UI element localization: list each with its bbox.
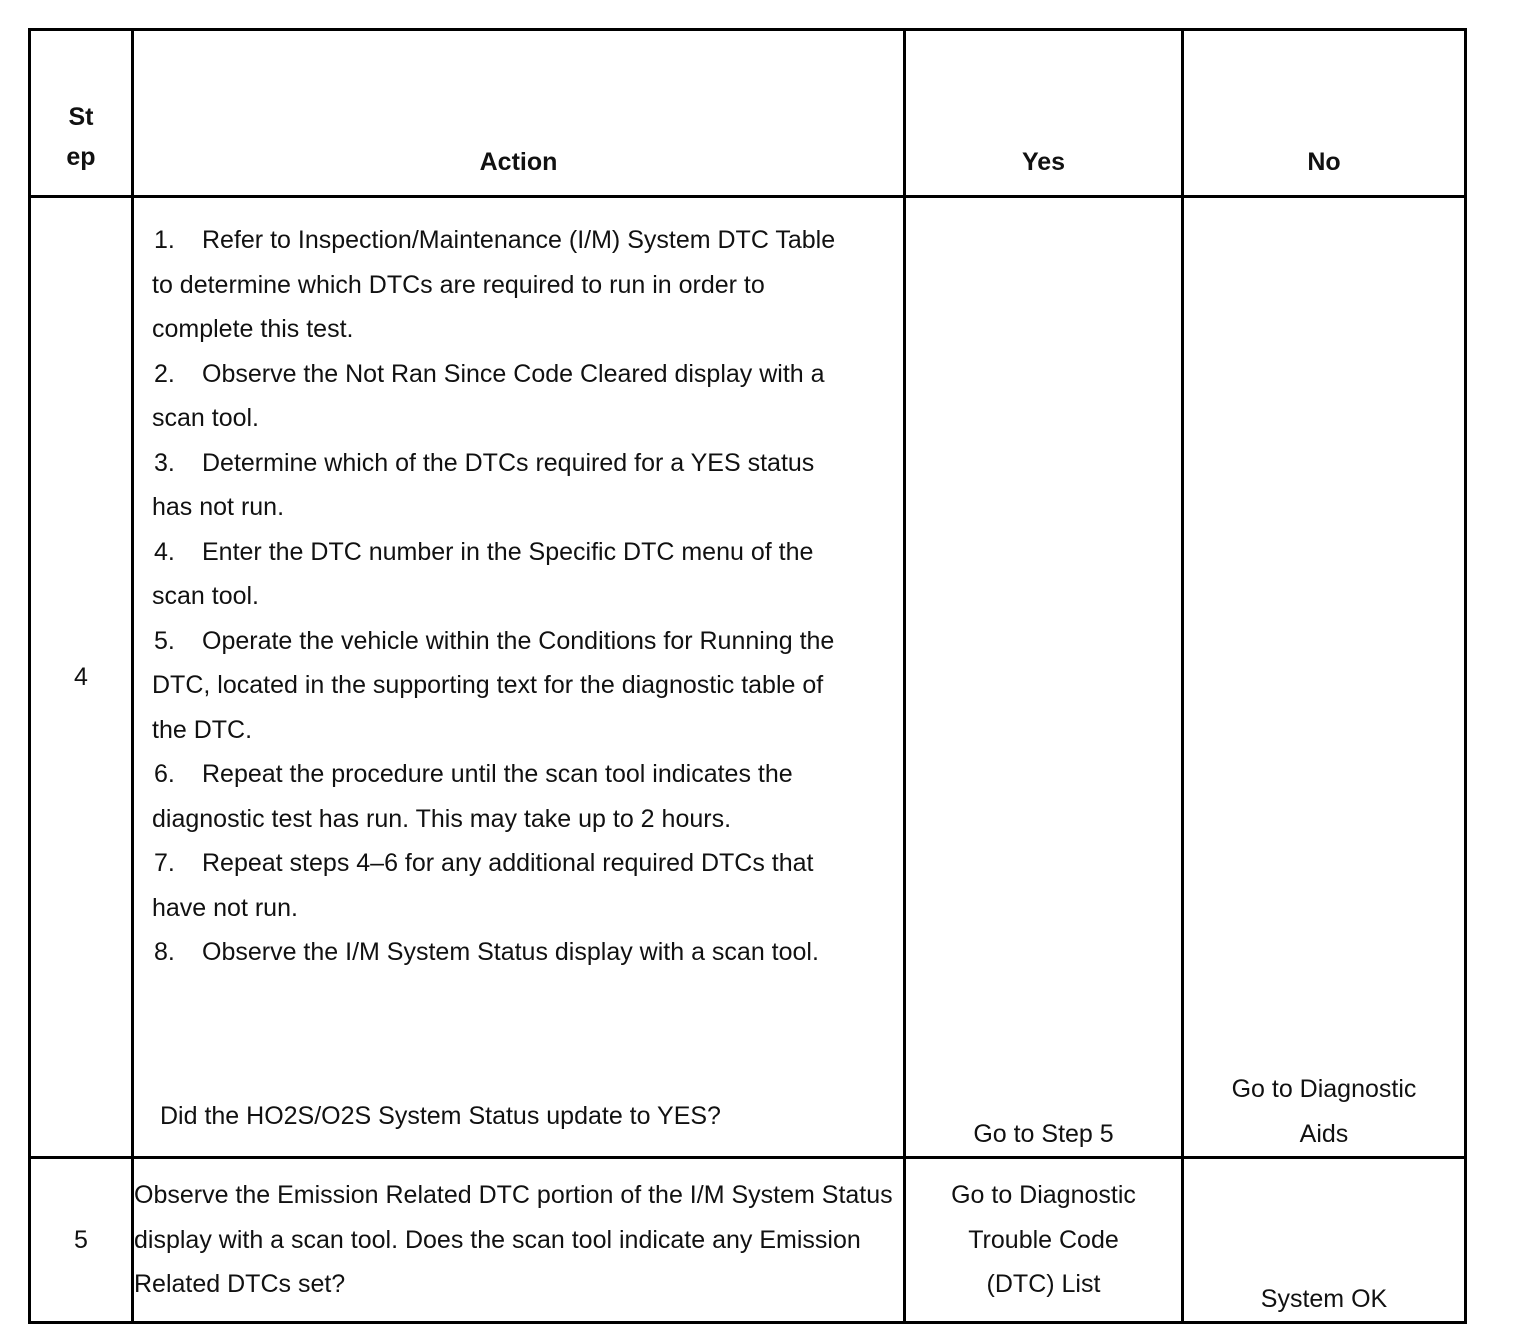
action-list <box>134 198 903 975</box>
list-item-number: 6. <box>154 760 175 788</box>
list-item <box>152 841 843 930</box>
list-item <box>152 352 843 441</box>
step-number: 4 <box>30 197 133 1158</box>
header-step <box>30 30 133 197</box>
yes-cell: Go to Step 5 <box>905 197 1183 1158</box>
header-action: Action <box>133 30 905 197</box>
yes-cell-line1: Go to Diagnostic <box>951 1181 1136 1210</box>
no-cell-line2: Aids <box>1299 1119 1349 1148</box>
list-item-number: 8. <box>154 938 175 966</box>
list-item-text: Observe the Not Ran Since Code Cleared display with a scan tool. <box>152 359 825 432</box>
table-row-step-5 <box>30 1158 1466 1323</box>
list-item-text: Refer to Inspection/Maintenance (I/M) System DTC Table to determine which DTCs are required to run in order to complete this test. <box>152 226 836 343</box>
list-item <box>152 752 843 841</box>
action-cell <box>133 197 905 1158</box>
list-item <box>152 441 843 530</box>
list-item-text: Determine which of the DTCs required for a YES status has not run. <box>152 448 815 521</box>
header-step-line2: ep <box>66 143 96 171</box>
step-number: 5 <box>30 1158 133 1323</box>
no-cell: System OK <box>1183 1158 1466 1323</box>
list-item <box>152 619 843 753</box>
header-yes: Yes <box>905 30 1183 197</box>
yes-cell-line2: Trouble Code <box>968 1225 1119 1254</box>
list-item-number: 2. <box>154 359 175 388</box>
list-item-number: 5. <box>154 626 175 655</box>
list-item-number: 1. <box>154 226 175 254</box>
table-row-step-4 <box>30 197 1466 1158</box>
list-item <box>152 530 843 619</box>
list-item <box>152 218 843 352</box>
header-step-line1: St <box>68 103 94 131</box>
no-cell-line1: Go to Diagnostic <box>1231 1075 1417 1103</box>
header-row <box>30 30 1466 197</box>
yes-cell-line3: (DTC) List <box>986 1270 1101 1299</box>
list-item <box>152 930 843 975</box>
list-item-text: Observe the I/M System Status display with a scan tool. <box>202 938 819 966</box>
list-item-number: 7. <box>154 849 175 877</box>
list-item-text: Repeat the procedure until the scan tool indicates the diagnostic test has run. This may take up to 2 hours. <box>152 760 793 833</box>
list-item-number: 3. <box>154 448 175 477</box>
no-cell <box>1183 197 1466 1158</box>
list-item-text: Repeat steps 4–6 for any additional required DTCs that have not run. <box>152 849 814 922</box>
step-question: Did the HO2S/O2S System Status update to YES? <box>160 1102 721 1130</box>
list-item-text: Enter the DTC number in the Specific DTC menu of the scan tool. <box>152 537 814 610</box>
diagnostic-table <box>28 28 1467 1324</box>
action-cell: Observe the Emission Related DTC portion of the I/M System Status display with a scan tool. Does the scan tool indicate any Emission Related DTCs set? <box>133 1158 905 1323</box>
yes-cell <box>905 1158 1183 1323</box>
list-item-text: Operate the vehicle within the Conditions for Running the DTC, located in the supporting text for the diagnostic table of the DTC. <box>152 626 835 744</box>
list-item-number: 4. <box>154 537 175 566</box>
header-no: No <box>1183 30 1466 197</box>
